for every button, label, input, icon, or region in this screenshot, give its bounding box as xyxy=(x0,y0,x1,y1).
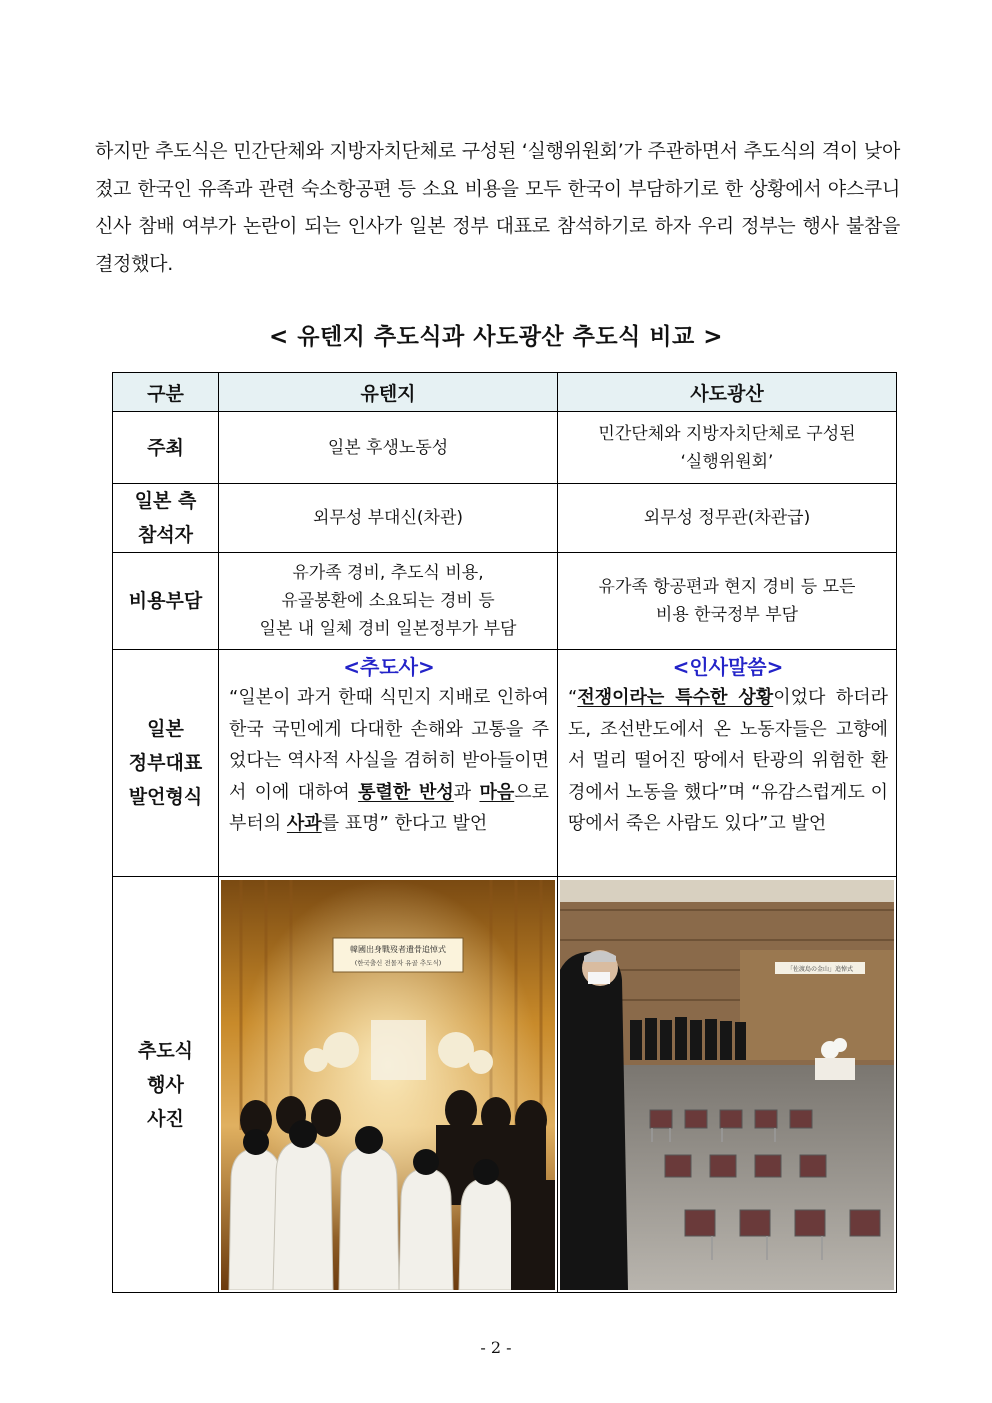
host-sado-line1: 민간단체와 지방자치단체로 구성된 xyxy=(598,423,856,444)
row-label-attendee-line2: 참석자 xyxy=(137,524,194,546)
cost-yutenji xyxy=(219,553,558,650)
yutenji-ceremony-photo xyxy=(221,880,555,1290)
cost-yutenji-line1: 유가족 경비, 추도식 비용, xyxy=(292,563,484,583)
cost-sado xyxy=(558,553,897,650)
page-number: - 2 - xyxy=(480,1338,512,1357)
sado-banner-text: 「佐渡島の金山」追悼式 xyxy=(786,965,854,973)
row-label-attendee xyxy=(113,484,219,553)
photo-yutenji-cell xyxy=(219,877,558,1293)
table-row-cost xyxy=(113,553,897,650)
table-row-host xyxy=(113,412,897,484)
speech-sado-text-0: “ xyxy=(568,687,578,708)
header-yutenji: 유텐지 xyxy=(219,373,558,412)
cost-sado-line2: 비용 한국정부 부담 xyxy=(655,605,799,625)
speech-yutenji-text-1: “일본이 과거 한때 식민지 지배로 인하여 한국 국민에게 다대한 손해와 고통을 주었다는 역사적 사실을 겸허히 받아들이면서 이에 대하여 xyxy=(229,687,549,803)
row-label-photos xyxy=(113,877,219,1293)
row-label-photos-line2: 행사 xyxy=(147,1073,184,1096)
body-paragraph: 하지만 추도식은 민간단체와 지방자치단체로 구성된 ‘실행위원회’가 주관하면서 추도식의 격이 낮아졌고 한국인 유족과 관련 숙소항공편 등 소요 비용을 모두 한국이 부담하기로 한 상황에서 야스쿠니신사 참배 여부가 논란이 되는 인사가 일본 정부 대표로 참석하기로 하자 우리 정부는 행사 불참을 결정했다. xyxy=(95,140,900,275)
row-label-speech-line2: 정부대표 xyxy=(128,752,203,774)
table-title: < 유텐지 추도식과 사도광산 추도식 비교 > xyxy=(268,324,724,350)
header-category: 구분 xyxy=(113,373,219,412)
speech-sado-title: <인사말씀> xyxy=(672,655,784,679)
comparison-table xyxy=(112,372,897,1293)
speech-sado xyxy=(558,650,897,877)
table-header-row xyxy=(113,373,897,412)
header-sado: 사도광산 xyxy=(558,373,897,412)
cost-yutenji-line3: 일본 내 일체 경비 일본정부가 부담 xyxy=(259,619,517,639)
row-label-cost: 비용부담 xyxy=(113,553,219,650)
row-label-speech-line3: 발언형식 xyxy=(128,786,203,808)
table-row-photos xyxy=(113,877,897,1293)
speech-yutenji-text-3: 으로부터의 xyxy=(229,781,549,834)
table-row-attendee xyxy=(113,484,897,553)
speech-yutenji-title: <추도사> xyxy=(343,655,435,679)
speech-sado-body xyxy=(568,682,888,840)
speech-yutenji-emphasis-3: 사과 xyxy=(286,813,322,834)
attendee-sado: 외무성 정무관(차관급) xyxy=(558,484,897,553)
yutenji-banner-text: 韓國出身戰歿者遺骨追悼式 xyxy=(350,944,446,954)
row-label-host: 주최 xyxy=(113,412,219,484)
row-label-speech-line1: 일본 xyxy=(147,718,184,740)
yutenji-banner-subtext: (한국출신 전몰자 유골 추도식) xyxy=(354,958,442,967)
row-label-speech xyxy=(113,650,219,877)
photo-sado-cell xyxy=(558,877,897,1293)
cost-sado-line1: 유가족 항공편과 현지 경비 등 모든 xyxy=(598,577,856,597)
speech-yutenji-emphasis-2: 마음 xyxy=(479,781,515,803)
sado-ceremony-photo xyxy=(560,880,894,1290)
row-label-photos-line3: 사진 xyxy=(147,1107,184,1130)
speech-yutenji xyxy=(219,650,558,877)
host-yutenji: 일본 후생노동성 xyxy=(219,412,558,484)
cost-yutenji-line2: 유골봉환에 소요되는 경비 등 xyxy=(281,591,495,611)
table-row-speech xyxy=(113,650,897,877)
speech-yutenji-body xyxy=(229,682,549,840)
host-sado-line2: ‘실행위원회’ xyxy=(680,451,774,472)
row-label-photos-line1: 추도식 xyxy=(137,1039,194,1062)
speech-sado-emphasis-1: 전쟁이라는 특수한 상황 xyxy=(577,687,774,708)
speech-yutenji-text-2: 과 xyxy=(453,781,480,803)
speech-sado-text-1: 이었다 하더라도, 조선반도에서 온 노동자들은 고향에서 멀리 떨어진 땅에서 탄광의 위험한 환경에서 노동을 했다”며 “유감스럽게도 이 땅에서 죽은 사람도 있다”고 발언 xyxy=(568,687,888,834)
speech-yutenji-emphasis-1: 통렬한 반성 xyxy=(358,781,454,803)
attendee-yutenji: 외무성 부대신(차관) xyxy=(219,484,558,553)
host-sado xyxy=(558,412,897,484)
speech-yutenji-text-4: 를 표명” 한다고 발언 xyxy=(321,813,488,834)
row-label-attendee-line1: 일본 측 xyxy=(134,490,197,512)
